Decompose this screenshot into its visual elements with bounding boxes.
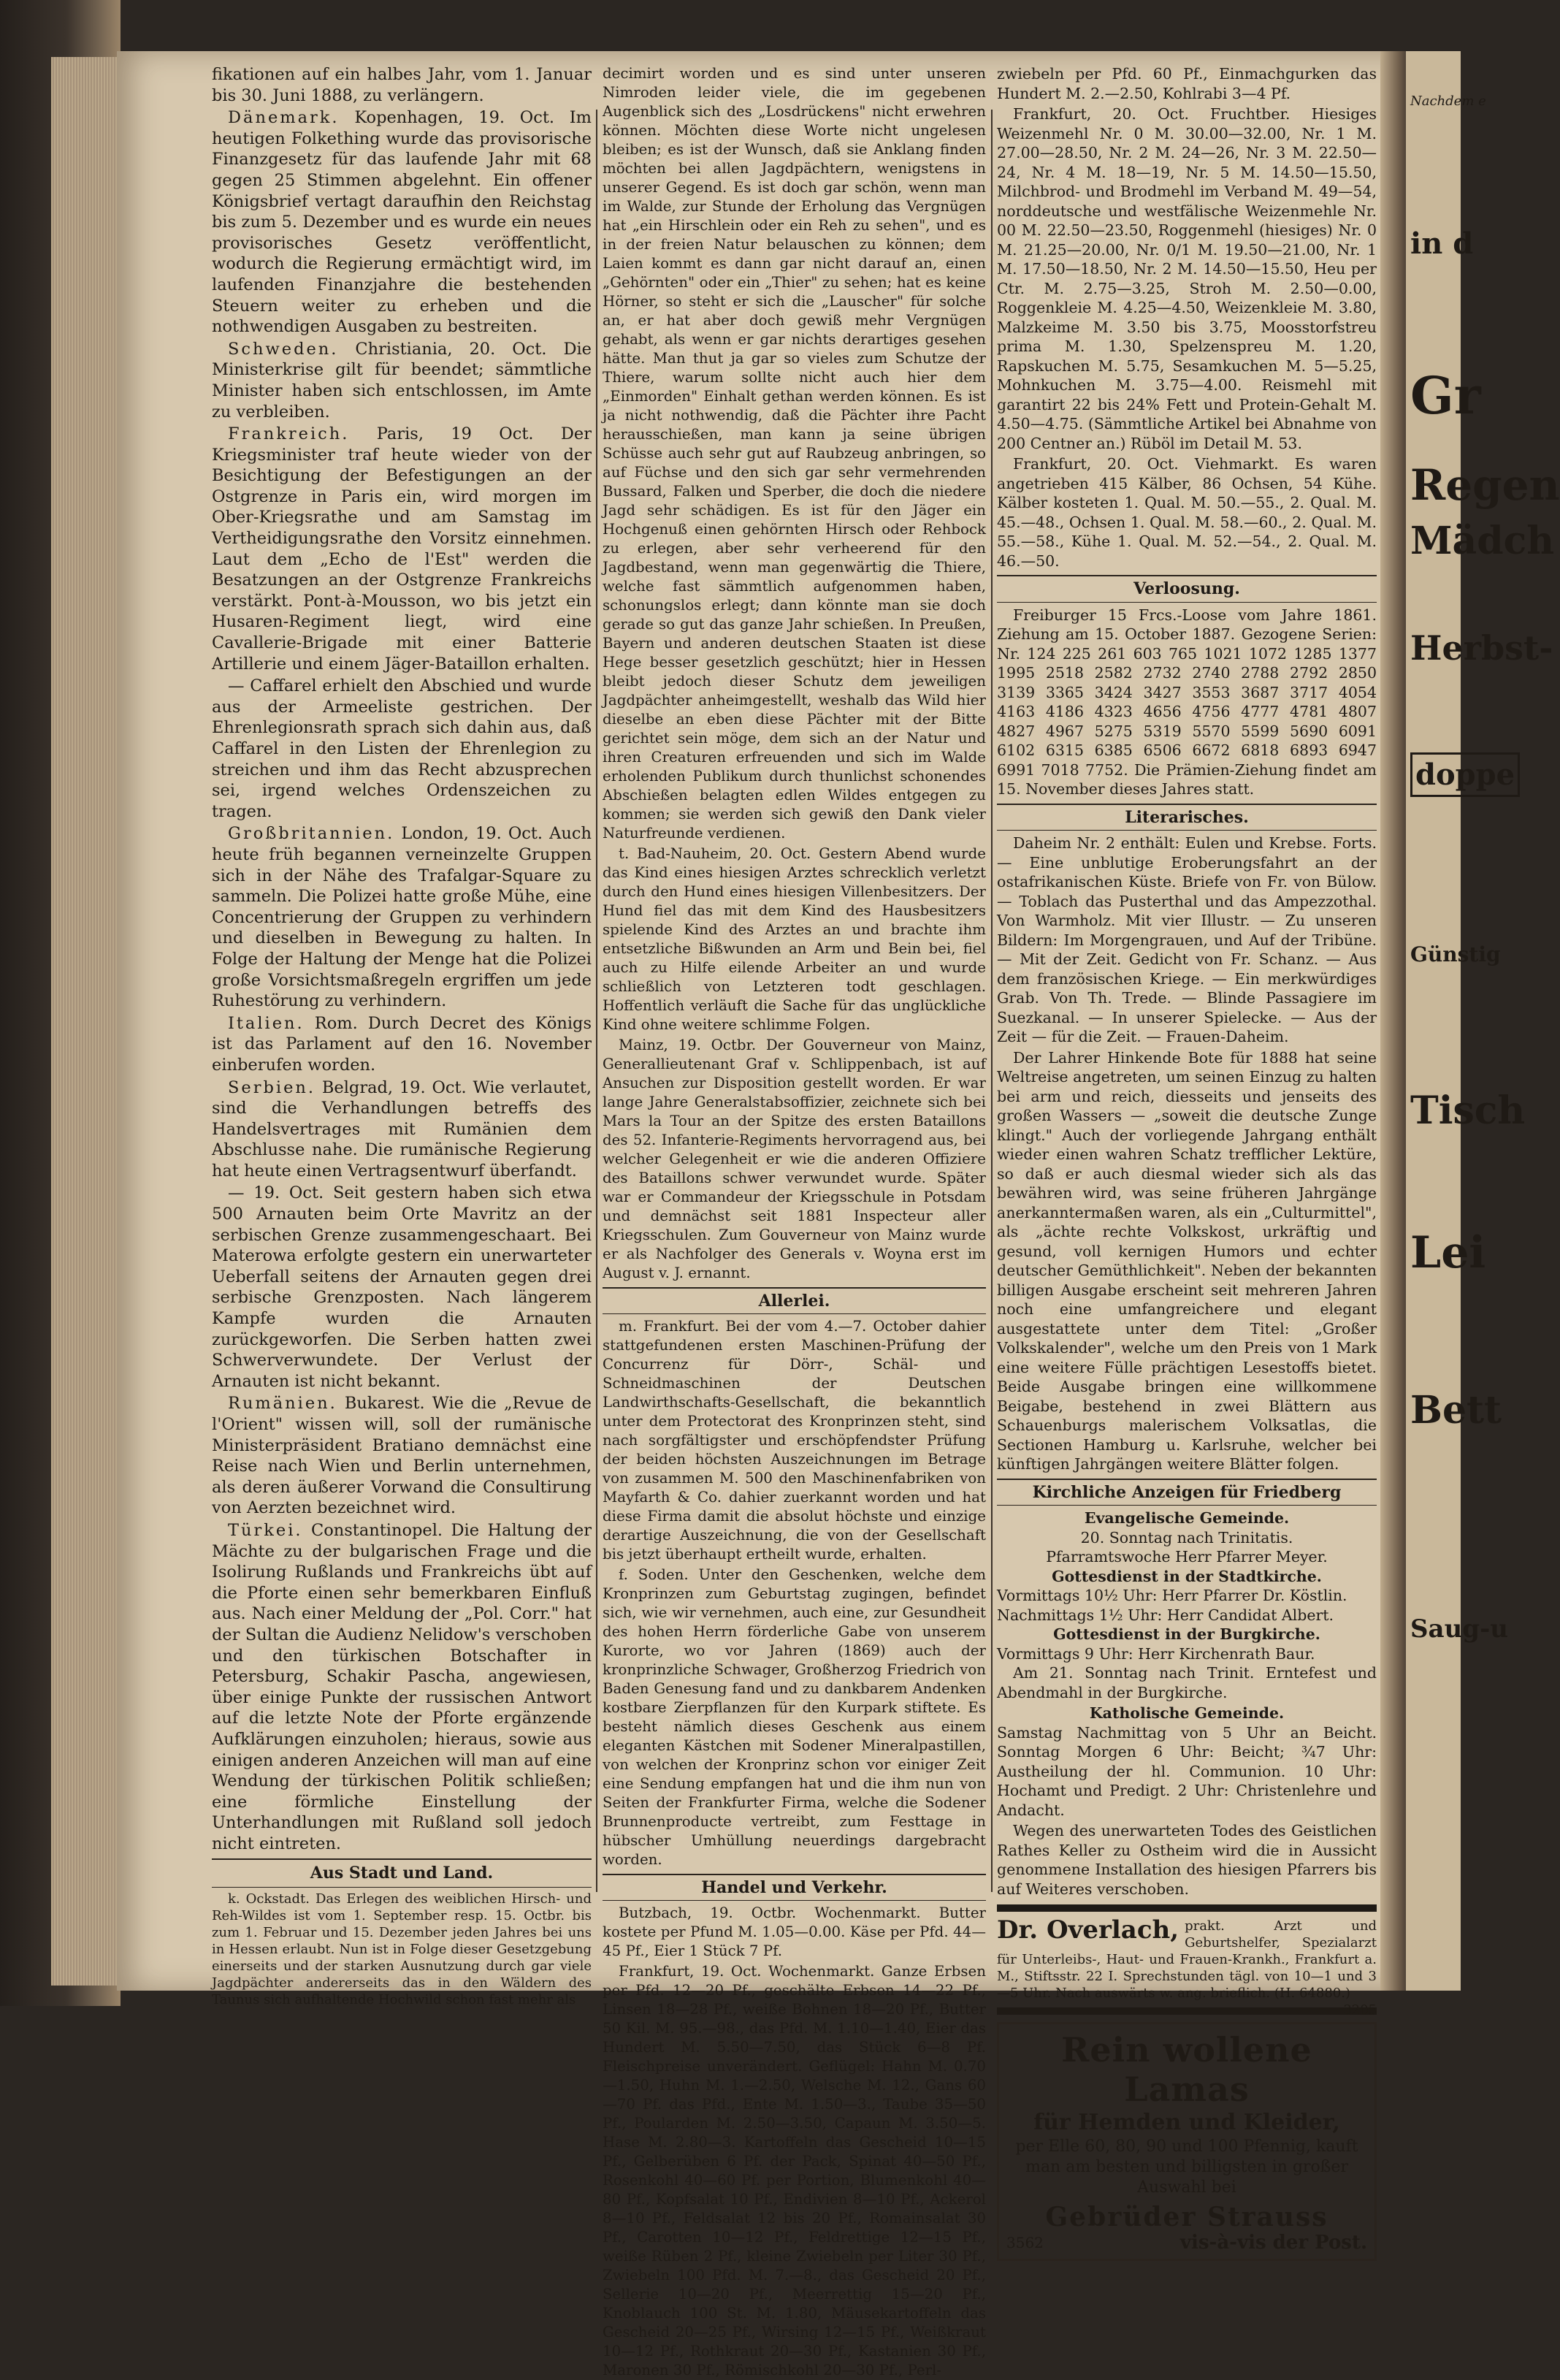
section-heading: Kirchliche Anzeigen für Friedberg <box>997 1479 1377 1506</box>
ad-firm: Gebrüder Strauss <box>1045 2202 1328 2232</box>
country-heading: Türkei. <box>228 1520 303 1540</box>
next-page-text: Günstig <box>1410 942 1501 966</box>
article-text <box>212 339 592 422</box>
ad-text: prakt. Arzt und Geburtshelfer, Spezialarzt für Unterleibs-, Haut- und Frauen-Krankh., Frankfurt a. M., Stiftsstr. 22 I. Sprechstunden tägl. von 10—1 und 3—5 Uhr. Nach auswärts w. ang. brieflich. (H. 64880.) <box>997 1918 1377 2001</box>
divider <box>997 1904 1377 1912</box>
article-text: t. Bad-Nauheim, 20. Oct. Gestern Abend wurde das Kind eines hiesigen Arztes schrecklich verletzt durch den Hund eines hiesigen Villenbesitzers. Der Hund fiel das mit dem Kind des Hausbesitzers spielende Kind des Arztes an und brachte ihm entsetzliche Bißwunden an Arm und Bein bei, fiel auch zu Hilfe eilende Arbeiter an und wurde schließlich von Letzteren todt geschlagen. Hoffentlich verläuft die Sache für das unglückliche Kind ohne weitere schlimme Folgen. <box>603 845 986 1033</box>
next-page-text: Tisch <box>1410 1088 1526 1133</box>
ad-address: vis-à-vis der Post. <box>1179 2232 1367 2254</box>
ad-number: 3205 <box>1343 2002 1377 2018</box>
ad-subtitle: für Hemden und Kleider, <box>1033 2110 1340 2135</box>
page-block-edges <box>51 57 121 1986</box>
church-line: Samstag Nachmittag von 5 Uhr an Beicht. Sonntag Morgen 6 Uhr: Beicht; ¾7 Uhr: Austheilung der hl. Communion. 10 Uhr: Hochamt und Predigt. 2 Uhr: Christenlehre und Andacht. <box>997 1723 1377 1819</box>
country-heading: Italien. <box>228 1013 305 1033</box>
article-text: — Caffarel erhielt den Abschied und wurde aus der Armeeliste gestrichen. Der Ehrenlegionsrath sprach sich dahin aus, daß Caffarel in den Listen der Ehrenlegion zu streichen und ihm das Recht abzusprechen sei, irgend welches Ordenszeichen zu tragen. <box>212 676 592 821</box>
article-text: Frankfurt, 20. Oct. Viehmarkt. Es waren angetrieben 415 Kälber, 86 Ochsen, 54 Kühe. Kälber kosteten 1. Qual. M. 50.—55., 2. Qual. M. 45.—48., Ochsen 1. Qual. M. 58.—60., 2. Qual. M. 55.—58., Kühe 1. Qual. M. 52.—54., 2. Qual. M. 46.—50. <box>997 455 1377 570</box>
section-heading: Literarisches. <box>997 804 1377 831</box>
church-line: Vormittags 9 Uhr: Herr Kirchenrath Baur. <box>997 1644 1315 1663</box>
ad-title: Rein wollene Lamas <box>1061 2030 1312 2109</box>
ad-body: per Elle 60, 80, 90 und 100 Pfennig, kauft man am besten und billigsten in großer Auswahl bei <box>1015 2137 1358 2197</box>
ad-name: Dr. Overlach, <box>997 1915 1179 1945</box>
section-heading: Allerlei. <box>603 1287 986 1314</box>
divider <box>997 2007 1377 2015</box>
ad-number: 3562 <box>1006 2234 1044 2251</box>
column-rule <box>596 110 597 1892</box>
next-page-text: Regen <box>1410 460 1560 510</box>
next-page-text: Herbst- <box>1410 628 1553 668</box>
article-body: Belgrad, 19. Oct. Wie verlautet, sind die Verhandlungen betreffs des Handelsvertrages mit Rumänien dem Abschlusse nahe. Die rumänische Regierung hat heute einen Vertragsentwurf überfandt. <box>212 1078 592 1181</box>
article-text: Mainz, 19. Octbr. Der Gouverneur von Mainz, Generallieutenant Graf v. Schlippenbach, ist auf Ansuchen zur Disposition gestellt worden. Er war lange Jahre Generalstabsoffizier, zeichnete sich bei Mars la Tour an der Spitze des ersten Bataillons des 52. Infanterie-Regiments hervorragend aus, bei welcher Gelegenheit er wie die anderen Offiziere des Bataillons schwer verwundet wurde. Später war er Commandeur der Kriegsschule in Potsdam und demnächst seit 1881 Inspecteur aller Kriegsschulen. Zum Gouverneur von Mainz wurde er als Nachfolger des Generals v. Woyna erst im August v. J. ernannt. <box>603 1037 986 1281</box>
church-line: Wegen des unerwarteten Todes des Geistlichen Rathes Keller zu Ostheim wird die in Aussicht genommene Installation des hiesigen Pfarrers bis auf Weiteres verschoben. <box>997 1822 1377 1898</box>
country-heading: Rumänien. <box>228 1394 337 1414</box>
next-page-text: Nachdem e <box>1410 94 1486 109</box>
column-right <box>997 64 1377 2254</box>
article-text: zwiebeln per Pfd. 60 Pf., Einmachgurken das Hundert M. 2.—2.50, Kohlrabi 3—4 Pf. <box>997 65 1377 102</box>
subheading: Katholische Gemeinde. <box>1089 1704 1285 1722</box>
section-heading: Verloosung. <box>997 575 1377 603</box>
next-page-text: Gr <box>1410 365 1481 426</box>
article-text <box>212 1520 592 1855</box>
article-text: f. Soden. Unter den Geschenken, welche dem Kronprinzen zum Geburtstag zugingen, befindet sich, wie wir vernehmen, auch eine, zur Gesundheit des hohen Herrn förderliche Gabe von unserem Kurorte, wo vor Jahren (1869) auch der kronprinzliche Schwager, Großherzog Friedrich von Baden Genesung fand und zu dankbarem Andenken kostbare Zierpflanzen für den Kurpark stiftete. Es besteht nämlich dieses Geschenk aus einem eleganten Kästchen mit Sodener Mineralpastillen, von welchen der Kronprinz schon vor einiger Zeit eine Sendung empfangen hat und die ihm nun von Seiten der Frankfurter Firma, welche die Sodener Brunnenproducte vertreibt, zum Festtage in hübscher Umhüllung neuerdings dargebracht worden. <box>603 1566 986 1868</box>
next-page-text: Mädch <box>1410 519 1555 563</box>
article-text <box>212 823 592 1011</box>
article-body: Christiania, 20. Oct. Die Ministerkrise gilt für beendet; sämmtliche Minister haben sich entschlossen, im Amte zu verbleiben. <box>212 339 592 422</box>
section-heading: Aus Stadt und Land. <box>212 1858 592 1888</box>
article-text: Frankfurt, 20. Oct. Fruchtber. Hiesiges Weizenmehl Nr. 0 M. 30.00—32.00, Nr. 1 M. 27.00—28.50, Nr. 2 M. 24—26, Nr. 3 M. 22.50—24, Nr. 4 M. 18—19, Nr. 5 M. 14.50—15.50, Milchbrod- und Brodmehl im Verband M. 49—54, norddeutsche und westfälische Weizenmehle Nr. 00 M. 22.50—23.50, Roggenmehl (hiesiges) Nr. 0 M. 21.25—20.00, Nr. 0/1 M. 19.50—21.00, Nr. 1 M. 17.50—18.50, Nr. 2 M. 14.50—15.50, Heu per Ctr. M. 2.75—3.25, Stroh M. 2.50—0.00, Roggenkleie M. 4.25—4.50, Weizenkleie M. 3.80, Malzkeime M. 3.50 bis 3.75, Moosstorfstreu prima M. 1.30, Spelzenspreu M. 1.20, Rapskuchen M. 5.75, Sesamkuchen M. 5—5.25, Mohnkuchen M. 3.75—4.00. Reismehl mit garantirt 22 bis 24% Fett und Protein-Gehalt M. 4.50—4.75. (Sämmtliche Artikel bei Abnahme von 200 Centner an.) Rüböl im Detail M. 53. <box>997 105 1377 452</box>
church-line: Pfarramtswoche Herr Pfarrer Meyer. <box>1046 1548 1328 1565</box>
article-body: Rom. Durch Decret des Königs ist das Parlament auf den 16. November einberufen worden. <box>212 1013 592 1075</box>
article-body: London, 19. Oct. Auch heute früh begannen verneinzelte Gruppen sich in der Nähe des Trafalgar-Square zu sammeln. Die Polizei hatte große Mühe, eine Concentrierung der Gruppen zu verhindern und dieselben in Bewegung zu halten. In Folge der Haltung der Menge hat die Polizei große Vorsichtsmaßregeln ergriffen um jede Ruhestörung zu verhindern. <box>212 824 592 1011</box>
section-heading: Handel und Verkehr. <box>603 1874 986 1901</box>
article-text: Frankfurt, 19. Oct. Wochenmarkt. Ganze Erbsen per Pfd. 12—20 Pf., geschälte Erbsen 14—22 Pf., Linsen 18—28 Pf., weiße Bohnen 18—20 Pf., Butter 50 Kil. M. 95.—98., das Pfd. M. 1.10—1.40, Eier das Hundert M. 5.50—7.50, das Stück 6—8 Pf. Fleischpreise unverändert. Geflügel: Hahn M. 0.70—1.50, Huhn M. 1.—2.50, Welsche M. 12., Gans 60—70 Pf. das Pfd., Ente M. 1.50—3., Taube 35—50 Pf., Poularden M. 2.50—3.50, Capaun M. 3.50—5. Hase M. 2.80—3. Kartoffeln das Gescheid 10—15 Pf., Gelberüben 6 Pf. der Pack, Spinat 40—50 Pf., Rosenkohl 40—60 Pf. per Portion, Blumenkohl 40—80 Pf., Kopfsalat 10 Pf., Endivien 8—10 Pf., Ackerol 8—10 Pf., Feldsalat 12 bis 20 Pf., Romainsalat 30 Pf., Carotten 10—12 Pf., Feldrettige 12—15 Pf., weiße Rüben 2 Pf., kleine Zwiebeln per Liter 30 Pf., Zwiebeln 100 Pfd. M. 7.—8., das Gescheid 20 Pf., Sellerie 10—20 Pf., Meerrettig 15—20 Pf., Knoblauch 100 St. M. 1.80, Mäusekartoffeln das Gescheid 20—25 Pf., Wirsing 12—15 Pf., Weißkraut 10—12 Pf., Rothkraut 20—30 Pf., Kastanien 30 Pf., Maronen 30 Pf., Römischkohl 20—30 Pf., Perl- <box>603 1963 986 2379</box>
article-text: k. Ockstadt. Das Erlegen des weiblichen Hirsch- und Reh-Wildes ist vom 1. September resp. 15. Octbr. bis zum 1. Februar und 15. Dezember jeden Jahres bei uns in Hessen erlaubt. Nun ist in Folge dieser Gesetzgebung einerseits und der starken Ausnutzung durch gar viele Jagdpächter andererseits das in den Wäldern des Taunus sich aufhaltende Hochwild schon fast mehr als <box>212 1891 592 2008</box>
country-heading: Schweden. <box>228 339 339 359</box>
next-page-text: in d <box>1410 226 1474 261</box>
next-page-text: Lei <box>1410 1227 1486 1278</box>
country-heading: Dänemark. <box>228 108 340 128</box>
column-left <box>212 64 592 2008</box>
article-text: fikationen auf ein halbes Jahr, vom 1. Januar bis 30. Juni 1888, zu verlängern. <box>212 65 592 105</box>
column-rule <box>991 110 993 1892</box>
country-heading: Großbritannien. <box>228 824 395 844</box>
article-body: Kopenhagen, 19. Oct. Im heutigen Folkething wurde das provisorische Finanzgesetz für das laufende Jahr mit 68 gegen 25 Stimmen abgelehnt. Ein offener Königsbrief vertagt daraufhin den Reichstag bis zum 5. Dezember und es wurde ein neues provisorisches Gesetz veröffentlicht, wodurch die Regierung ermächtigt wird, im laufenden Finanzjahre die bestehenden Steuern weiter zu erheben und die nothwendigen Ausgaben zu bestreiten. <box>212 108 592 337</box>
article-text <box>212 107 592 337</box>
church-line: Nachmittags 1½ Uhr: Herr Candidat Albert. <box>997 1606 1334 1624</box>
article-body: Bukarest. Wie die „Revue de l'Orient" wissen will, soll der rumänische Ministerpräsident Bratiano demnächst eine Reise nach Wien und Berlin unternehmen, als deren äußerer Vorwand die Consultirung von Aerzten bezeichnet wird. <box>212 1394 592 1518</box>
next-page-fragment <box>1406 51 1560 1991</box>
article-text <box>212 424 592 674</box>
subheading: Gottesdienst in der Stadtkirche. <box>1052 1567 1322 1585</box>
subheading: Gottesdienst in der Burgkirche. <box>1053 1625 1320 1643</box>
next-page-text: Bett <box>1410 1388 1502 1433</box>
country-heading: Frankreich. <box>228 424 350 444</box>
article-text: — 19. Oct. Seit gestern haben sich etwa 500 Arnauten beim Orte Mavritz an der serbischen Grenze zusammengeschaart. Bei Materowa erfolgte gestern ein unerwarteter Ueberfall seitens der Arnauten gegen drei serbische Grenzposten. Nach längerem Kampfe wurden die Arnauten zurückgeworfen. Die Serben hatten zwei Schwerverwundete. Der Verlust der Arnauten ist nicht bekannt. <box>212 1183 592 1391</box>
article-text: decimirt worden und es sind unter unseren Nimroden leider viele, die im gegebenen Augenblick sich des „Losdrückens" nicht erwehren können. Möchten diese Worte nicht ungelesen bleiben; es ist der Wunsch, daß sie Anklang finden möchten bei allen Jagdpächtern, wenigstens in unserer Gegend. Es ist doch gar schön, wenn man im Walde, zur Stunde der Erholung das Vergnügen hat „ein Hirschlein oder ein Reh zu sehen", und es in der freien Natur belauschen zu können; dem Laien kommt es dann gar nicht darauf an, einen „Gehörnten" oder ein „Thier" zu sehen; hat es keine Hörner, so steht er sich die „Lauscher" für solche an, er hat aber doch gewiß mehr Vergnügen gehabt, als wenn er gar nichts derartiges gesehen hätte. Man thut ja gar so vieles zum Schutze der Thiere, warum sollte nicht auch hier dem „Einmorden" Einhalt gethan werden können. Es ist ja nicht nothwendig, daß die Pächter ihre Pacht herausschießen, man kann ja seine übrigen Schüsse auch sehr gut auf Raubzeug anbringen, so auf Füchse und den sich gar sehr vermehrenden Bussard, Falken und Sperber, die doch die niedere Jagd sehr schädigen. Es ist für den Jäger ein Hochgenuß einen gehörnten Hirsch oder Rehbock zu erlegen, aber sehr verheerend für den Jagdbestand, wenn man gegenwärtig die Thiere, welche fast sämmtlich aufgenommen haben, schonungslos erlegt; dann könnte man sie doch gerade so gut das ganze Jahr schießen. In Preußen, Bayern und anderen deutschen Staaten ist diese Hege besser gesetzlich geschützt; hier in Hessen bleibt jedoch dieser Schutz dem jeweiligen Jagdpächter anheimgestellt, weshalb das Wild hier dieselbe an eben diese Pächter mit der Bitte gerichtet sein möge, dem sich an der Natur und ihren Creaturen erfreuenden und sich im Walde erholenden Publikum durch thunlichst schonendes Abschießen belagten edlen Wildes entgegen zu kommen; sie werden sich gewiß den Dank vieler Naturfreunde verdienen. <box>603 65 986 842</box>
article-text: Butzbach, 19. Octbr. Wochenmarkt. Butter kostete per Pfund M. 1.05—0.00. Käse per Pfd. 44—45 Pf., Eier 1 Stück 7 Pf. <box>603 1904 986 1959</box>
next-page-text: doppe <box>1410 752 1520 797</box>
church-line: Vormittags 10½ Uhr: Herr Pfarrer Dr. Köstlin. <box>997 1587 1347 1604</box>
church-line: Am 21. Sonntag nach Trinit. Erntefest und Abendmahl in der Burgkirche. <box>997 1664 1377 1701</box>
article-text: Der Lahrer Hinkende Bote für 1888 hat seine Weltreise angetreten, um seinen Einzug zu halten bei arm und reich, diesseits und jenseits des großen Wassers — „soweit die deutsche Zunge klingt." Auch der vorliegende Jahrgang enthält wieder einen wahren Schatz trefflicher Lektüre, so daß er auch diesmal wieder sich als das bewähren wird, was seine früheren Jahrgänge anerkanntermaßen waren, als ein „Culturmittel", als „ächte rechte Volkskost, urkräftig und gesund, voll kernigen Humors und echter deutscher Gemüthlichkeit". Neben der bekannten billigen Ausgabe erscheint seit mehreren Jahren noch eine umfangreichere und elegant ausgestattete unter dem Titel: „Großer Volkskalender", welche um den Preis von 1 Mark eine weitere Fülle prächtigen Lesestoffs bietet. Beide Ausgabe bringen eine willkommene Beigabe, bestehend in zwei Blättern aus Schauenburgs malerischem Volksatlas, die Sectionen Hamburg u. Karlsruhe, welcher bei künftigen Jahrgängen weitere Blätter folgen. <box>997 1048 1377 1473</box>
next-page-text: Saug-u <box>1410 1614 1508 1644</box>
article-body: Constantinopel. Die Haltung der Mächte zu der bulgarischen Frage und die Isolirung Rußlands und Frankreichs übt auf die Pforte einen sehr bemerkbaren Einfluß aus. Nach einer Meldung der „Pol. Corr." hat der Sultan die Audienz Nelidow's verschoben und den türkischen Botschafter in Petersburg, Schakir Pascha, angewiesen, über einige Punkte der russischen Antwort auf die letzte Note der Pforte ergänzende Aufklärungen einzuholen; hieraus, sowie aus einigen anderen Anzeichen will man auf eine Wendung der türkischen Politik schließen; eine förmliche Einstellung der Unterhandlungen mit Rußland soll jedoch nicht eintreten. <box>212 1520 592 1853</box>
article-text <box>212 1078 592 1182</box>
article-body: Paris, 19 Oct. Der Kriegsminister traf heute wieder von der Besichtigung der Befestigungen an der Ostgrenze in Paris ein, wird morgen im Ober-Kriegsrathe und am Samstag im Vertheidigungsrathe den Vorsitz einnehmen. Laut dem „Echo de l'Est" werden die Besatzungen an der Ostgrenze Frankreichs verstärkt. Pont-à-Mousson, wo bis jetzt ein Husaren-Regiment liegt, wird eine Cavallerie-Brigade mit einer Batterie Artillerie und einem Jäger-Bataillon erhalten. <box>212 424 592 674</box>
advertisement-doctor <box>997 1915 1377 2018</box>
article-text <box>212 1013 592 1076</box>
church-line: 20. Sonntag nach Trinitatis. <box>1080 1528 1293 1546</box>
article-text <box>212 1393 592 1519</box>
article-text: Daheim Nr. 2 enthält: Eulen und Krebse. Forts. — Eine unblutige Eroberungsfahrt an der ostafrikanischen Küste. Briefe von Fr. von Bülow. — Toblach das Pusterthal und das Ampezzothal. Von Warmholz. Mit vier Illustr. — Zu unseren Bildern: Im Morgengrauen, und Auf der Tribüne. — Mit der Zeit. Gedicht von Fr. Schanz. — Aus dem französischen Kriege. — Ein merkwürdiges Grab. Von Th. Trede. — Blinde Passagiere im Suezkanal. — In unserer Spielecke. — Aus der Zeit — für die Zeit. — Frauen-Daheim. <box>997 834 1377 1045</box>
column-middle <box>603 64 986 2379</box>
country-heading: Serbien. <box>228 1078 316 1097</box>
subheading: Evangelische Gemeinde. <box>1084 1509 1290 1527</box>
article-text: m. Frankfurt. Bei der vom 4.—7. October dahier stattgefundenen ersten Maschinen-Prüfung der Concurrenz für Dörr-, Schäl- und Schneidmaschinen der Deutschen Landwirthschafts-Gesellschaft, die bekanntlich unter dem Protectorat des Kronprinzen steht, sind nach sorgfältigster und erschöpfendster Prüfung der beiden höchsten Auszeichnungen im Betrage von zusammen M. 500 den Maschinenfabriken von Mayfarth & Co. dahier zuerkannt worden und hat diese Firma damit die absolut höchste und einzige derartige Auszeichnung, die von der Gesellschaft bis jetzt überhaupt ertheilt wurde, erhalten. <box>603 1318 986 1563</box>
ad-footer <box>1006 2233 1367 2253</box>
advertisement-strauss <box>997 2022 1377 2261</box>
article-text: Freiburger 15 Frcs.-Loose vom Jahre 1861. Ziehung am 15. October 1887. Gezogene Serien: Nr. 124 225 261 603 765 1021 1072 1285 1377 1995 2518 2582 2732 2740 2788 2792 2850 3139 3365 3424 3427 3553 3687 3717 4054 4163 4186 4323 4656 4756 4777 4781 4807 4827 4967 5275 5319 5570 5599 5690 6091 6102 6315 6385 6506 6672 6818 6893 6947 6991 7018 7752. Die Prämien-Ziehung findet am 15. November dieses Jahres statt. <box>997 606 1377 798</box>
